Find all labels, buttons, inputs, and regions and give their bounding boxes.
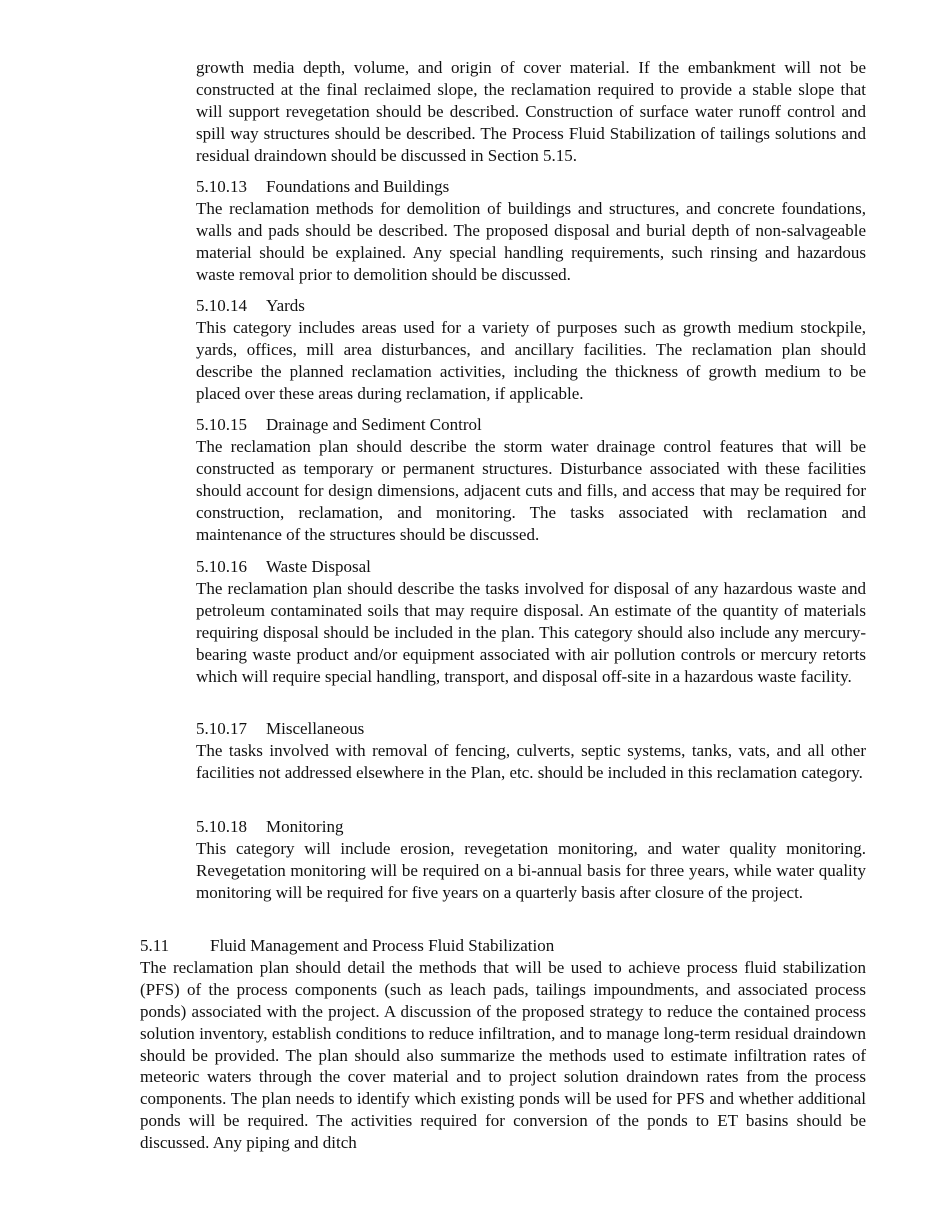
section-heading — [140, 935, 866, 957]
subsection-title: Miscellaneous — [266, 719, 365, 738]
intro-block — [196, 57, 866, 167]
subsection-5-10-18 — [196, 816, 866, 904]
section-title: Fluid Management and Process Fluid Stabilization — [210, 936, 555, 955]
subsection-title: Drainage and Sediment Control — [266, 415, 482, 434]
subsection-heading — [196, 718, 866, 740]
subsection-heading — [196, 816, 866, 838]
section-5-11 — [140, 935, 866, 1154]
subsection-paragraph: The reclamation plan should describe the tasks involved for disposal of any hazardous waste and petroleum contaminated soils that may require disposal. An estimate of the quantity of materials requiring disposal should be included in the plan. This category should also include any mercury-bearing waste product and/or equipment associated with air pollution controls or mercury retorts which will require special handling, transport, and disposal off-site in a hazardous waste facility. — [196, 578, 866, 686]
subsection-number: 5.10.18 — [196, 817, 247, 836]
subsection-number: 5.10.13 — [196, 177, 247, 196]
subsection-paragraph: The reclamation methods for demolition of buildings and structures, and concrete foundations, walls and pads should be described. The proposed disposal and burial depth of non-salvageable material should be explained. Any special handling requirements, such rinsing and hazardous waste removal prior to demolition should be discussed. — [196, 198, 866, 284]
subsection-number: 5.10.14 — [196, 296, 247, 315]
subsection-5-10-13 — [196, 176, 866, 286]
subsection-paragraph: This category will include erosion, revegetation monitoring, and water quality monitoring. Revegetation monitoring will be required on a bi-annual basis for three years, while water quality monitoring will be required for five years on a quarterly basis after closure of the project. — [196, 838, 866, 902]
subsection-heading — [196, 176, 866, 198]
subsection-5-10-16 — [196, 556, 866, 687]
subsection-heading — [196, 295, 866, 317]
subsection-5-10-17 — [196, 718, 866, 784]
subsection-heading — [196, 556, 866, 578]
subsection-title: Monitoring — [266, 817, 344, 836]
section-paragraph: The reclamation plan should detail the methods that will be used to achieve process fluid stabilization (PFS) of the process components (such as leach pads, tailings impoundments, and associated process ponds) associated with the project. A discussion of the proposed strategy to reduce the contained process solution inventory, establish conditions to reduce infiltration, and to manage long-term residual draindown should be provided. The plan should also summarize the methods used to estimate infiltration rates of meteoric waters through the cover material and to project solution draindown rates from the process components. The plan needs to identify which existing ponds will be used for PFS and whether additional ponds will be required. The activities required for conversion of the ponds to ET basins should be discussed. Any piping and ditch — [140, 957, 866, 1153]
subsection-number: 5.10.17 — [196, 719, 247, 738]
subsection-5-10-15 — [196, 414, 866, 545]
subsection-5-10-14 — [196, 295, 866, 405]
subsection-heading — [196, 414, 866, 436]
subsection-number: 5.10.15 — [196, 415, 247, 434]
subsection-number: 5.10.16 — [196, 557, 247, 576]
subsection-paragraph: This category includes areas used for a variety of purposes such as growth medium stockpile, yards, offices, mill area disturbances, and ancillary facilities. The reclamation plan should describe the planned reclamation activities, including the thickness of growth medium to be placed over these areas during reclamation, if applicable. — [196, 317, 866, 403]
subsection-paragraph: The tasks involved with removal of fencing, culverts, septic systems, tanks, vats, and all other facilities not addressed elsewhere in the Plan, etc. should be included in this reclamation category. — [196, 740, 866, 782]
subsection-title: Waste Disposal — [266, 557, 371, 576]
subsection-title: Foundations and Buildings — [266, 177, 450, 196]
subsection-paragraph: The reclamation plan should describe the storm water drainage control features that will be constructed as temporary or permanent structures. Disturbance associated with these facilities should account for design dimensions, adjacent cuts and fills, and access that may be required for construction, reclamation, and monitoring. The tasks associated with reclamation and maintenance of the structures should be discussed. — [196, 436, 866, 544]
section-number: 5.11 — [140, 936, 170, 955]
intro-paragraph: growth media depth, volume, and origin of cover material. If the embankment will not be constructed at the final reclaimed slope, the reclamation required to provide a stable slope that will support revegetation should be described. Construction of surface water runoff control and spill way structures should be described. The Process Fluid Stabilization of tailings solutions and residual draindown should be discussed in Section 5.15. — [196, 58, 866, 165]
subsection-title: Yards — [266, 296, 305, 315]
